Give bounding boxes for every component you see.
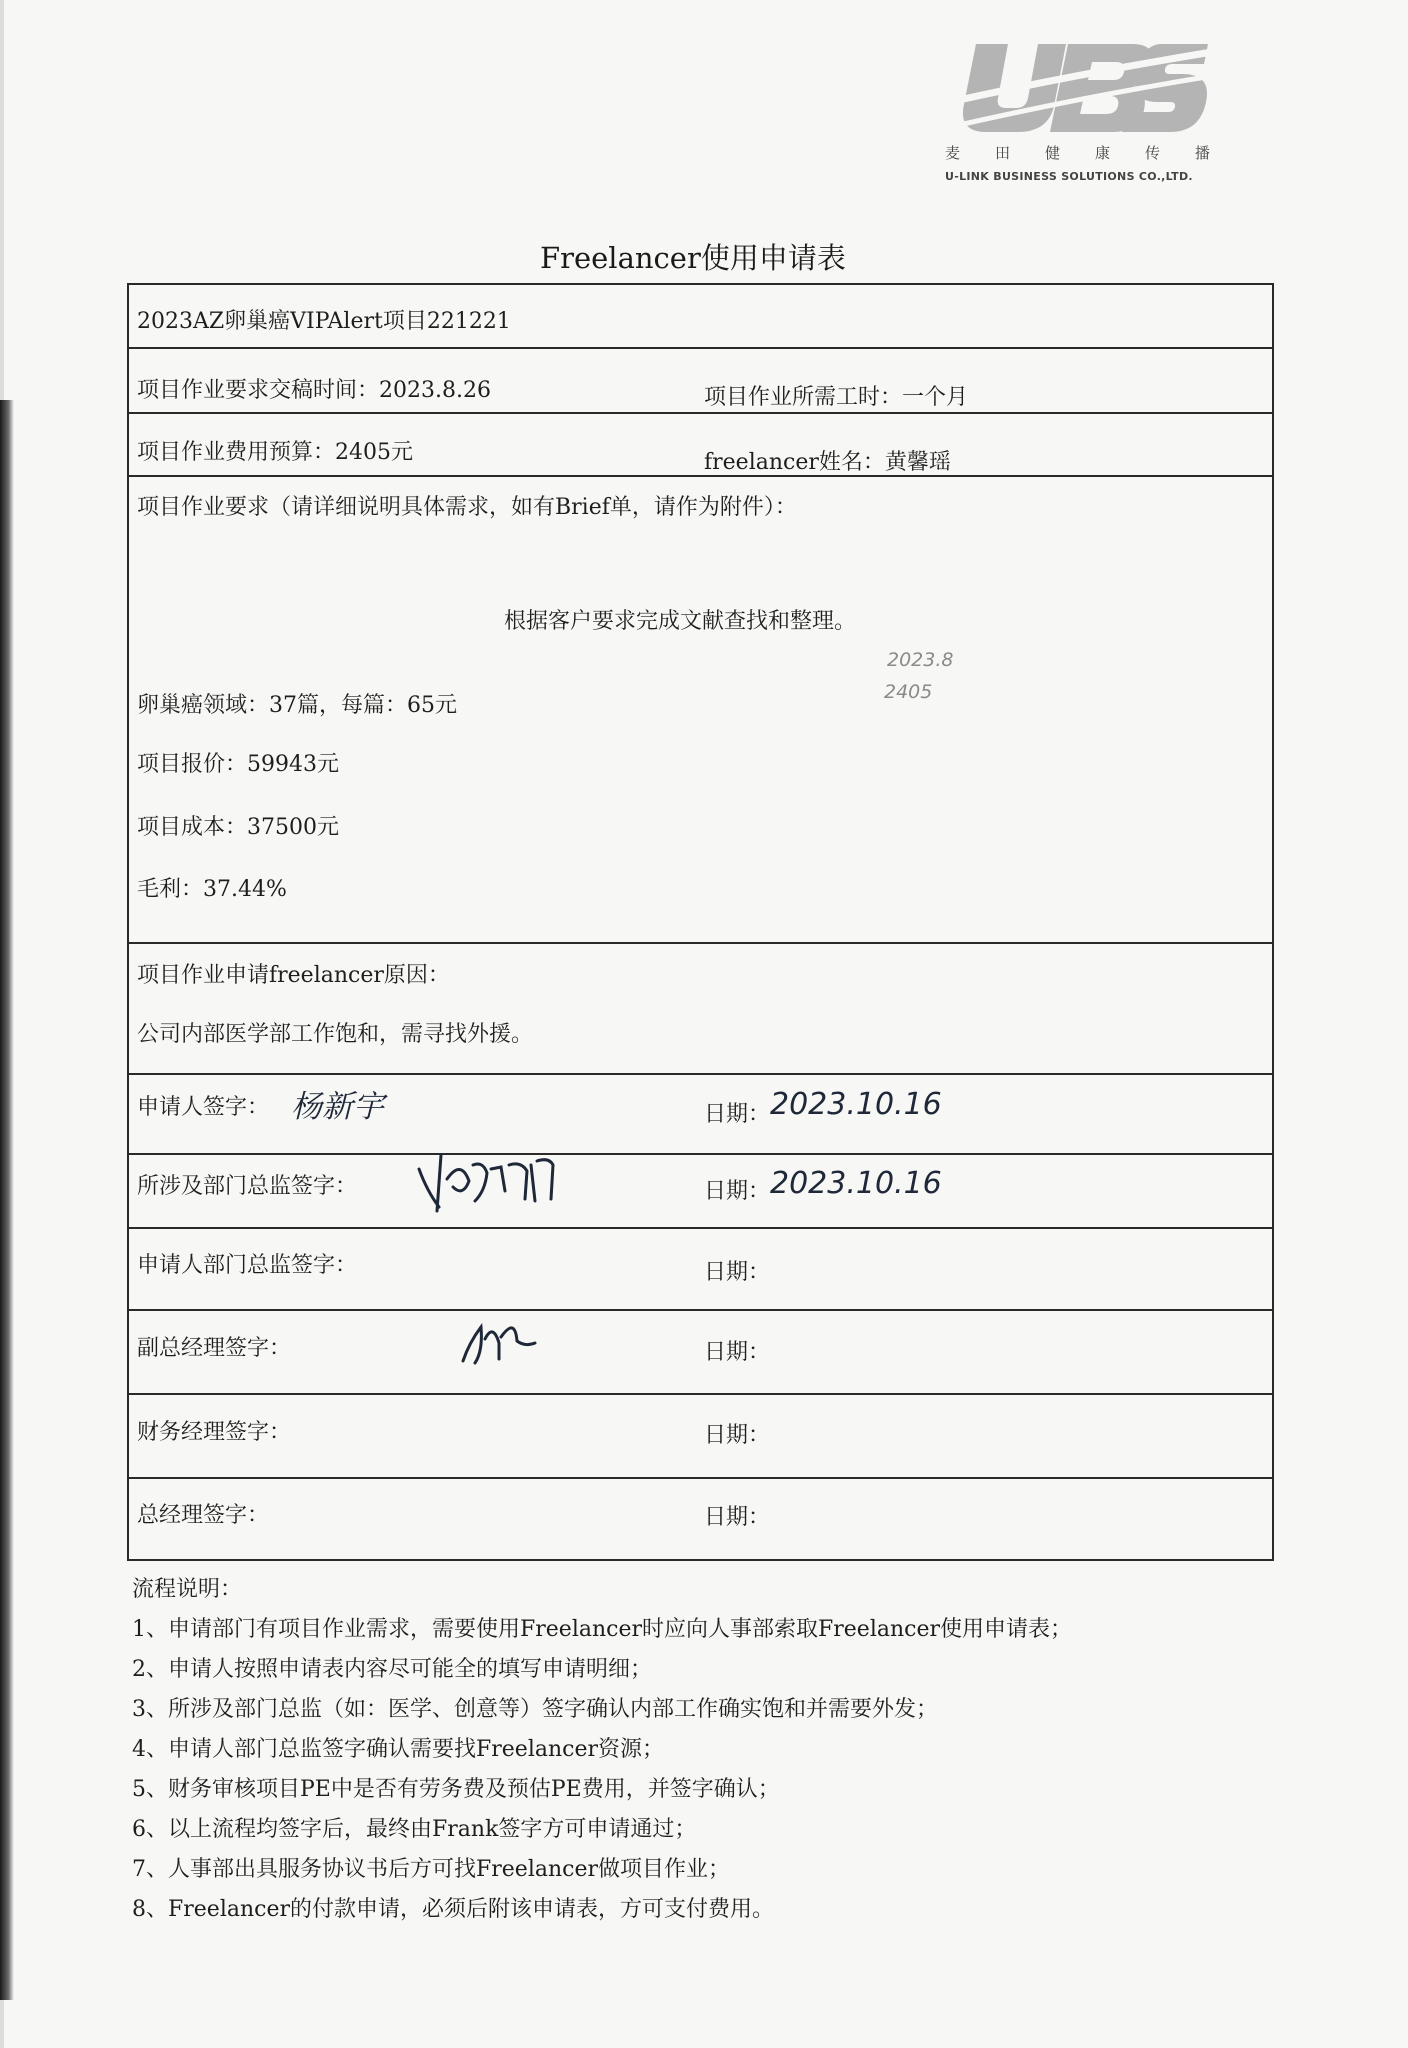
gross-margin: 毛利：37.44% [137,877,287,902]
reason-label: 项目作业申请freelancer原因： [137,963,450,988]
freelancer-name-field: freelancer姓名：黄馨瑶 [704,450,951,475]
applicant-director-signature-label: 申请人部门总监签字： [137,1253,358,1278]
date-label: 日期： [704,1505,771,1530]
work-hours-field: 项目作业所需工时：一个月 [704,385,969,410]
row-divider [129,412,1272,414]
vice-gm-signature-label: 副总经理签字： [137,1336,292,1361]
dept-director-sign-date: 2023.10.16 [770,1166,942,1201]
finance-manager-signature-label: 财务经理签字： [137,1420,292,1445]
company-name-cn [945,142,1210,163]
application-form-table [127,283,1274,1561]
company-logo [946,36,1216,186]
date-label: 日期： [704,1423,771,1448]
process-note-item: 2、申请人按照申请表内容尽可能全的填写申请明细； [132,1657,652,1682]
requirements-label: 项目作业要求（请详细说明具体需求，如有Brief单，请作为附件）： [137,495,797,520]
process-note-item: 6、以上流程均签字后，最终由Frank签字方可申请通过； [132,1817,697,1842]
date-label: 日期： [704,1340,771,1365]
row-divider [129,475,1272,477]
date-label: 日期： [704,1102,771,1127]
company-name-en: U-LINK BUSINESS SOLUTIONS CO.,LTD. [945,170,1193,183]
project-quote: 项目报价：59943元 [137,752,339,777]
pencil-annotation: 2405 [884,681,933,703]
dept-director-signature [417,1151,557,1215]
field-count: 卵巢癌领域：37篇，每篇：65元 [137,693,457,718]
row-divider [129,1477,1272,1479]
row-divider [129,347,1272,349]
page-edge-shadow [0,400,14,2000]
project-cost: 项目成本：37500元 [137,815,339,840]
row-divider [129,942,1272,944]
form-title: Freelancer使用申请表 [540,241,846,275]
dept-director-signature-label: 所涉及部门总监签字： [137,1174,358,1199]
process-note-item: 5、财务审核项目PE中是否有劳务费及预估PE费用，并签字确认； [132,1777,780,1802]
process-note-item: 4、申请人部门总监签字确认需要找Freelancer资源； [132,1737,664,1762]
company-name-cn-char: 传 [1144,144,1160,162]
applicant-sign-date: 2023.10.16 [770,1087,942,1122]
date-label: 日期： [704,1179,771,1204]
process-note-item: 3、所涉及部门总监（如：医学、创意等）签字确认内部工作确实饱和并需要外发； [132,1697,938,1722]
row-divider [129,1309,1272,1311]
company-name-cn-char: 麦 [945,144,961,162]
vice-gm-signature [459,1313,539,1369]
company-name-cn-char: 田 [994,144,1010,162]
process-notes [132,1572,1072,1932]
budget-field: 项目作业费用预算：2405元 [137,440,413,465]
company-name-cn-char: 健 [1044,144,1060,162]
company-name-cn-char: 播 [1194,144,1210,162]
date-label: 日期： [704,1260,771,1285]
general-manager-signature-label: 总经理签字： [137,1503,270,1528]
applicant-signature-label: 申请人签字： [137,1095,270,1120]
requirements-description: 根据客户要求完成文献查找和整理。 [504,609,857,634]
process-note-item: 8、Freelancer的付款申请，必须后附该申请表，方可支付费用。 [132,1897,774,1922]
company-name-cn-char: 康 [1094,144,1110,162]
reason-text: 公司内部医学部工作饱和，需寻找外援。 [137,1022,534,1047]
project-name: 2023AZ卵巢癌VIPAlert项目221221 [137,309,511,334]
process-notes-title: 流程说明： [132,1577,243,1602]
row-divider [129,1227,1272,1229]
row-divider [129,1153,1272,1155]
row-divider [129,1073,1272,1075]
row-divider [129,1393,1272,1395]
deadline-field: 项目作业要求交稿时间：2023.8.26 [137,378,491,403]
process-note-item: 7、人事部出具服务协议书后方可找Freelancer做项目作业； [132,1857,730,1882]
applicant-signature: 杨新宇 [291,1089,384,1125]
process-note-item: 1、申请部门有项目作业需求，需要使用Freelancer时应向人事部索取Freelancer使用申请表； [132,1617,1072,1642]
pencil-annotation: 2023.8 [887,649,954,671]
